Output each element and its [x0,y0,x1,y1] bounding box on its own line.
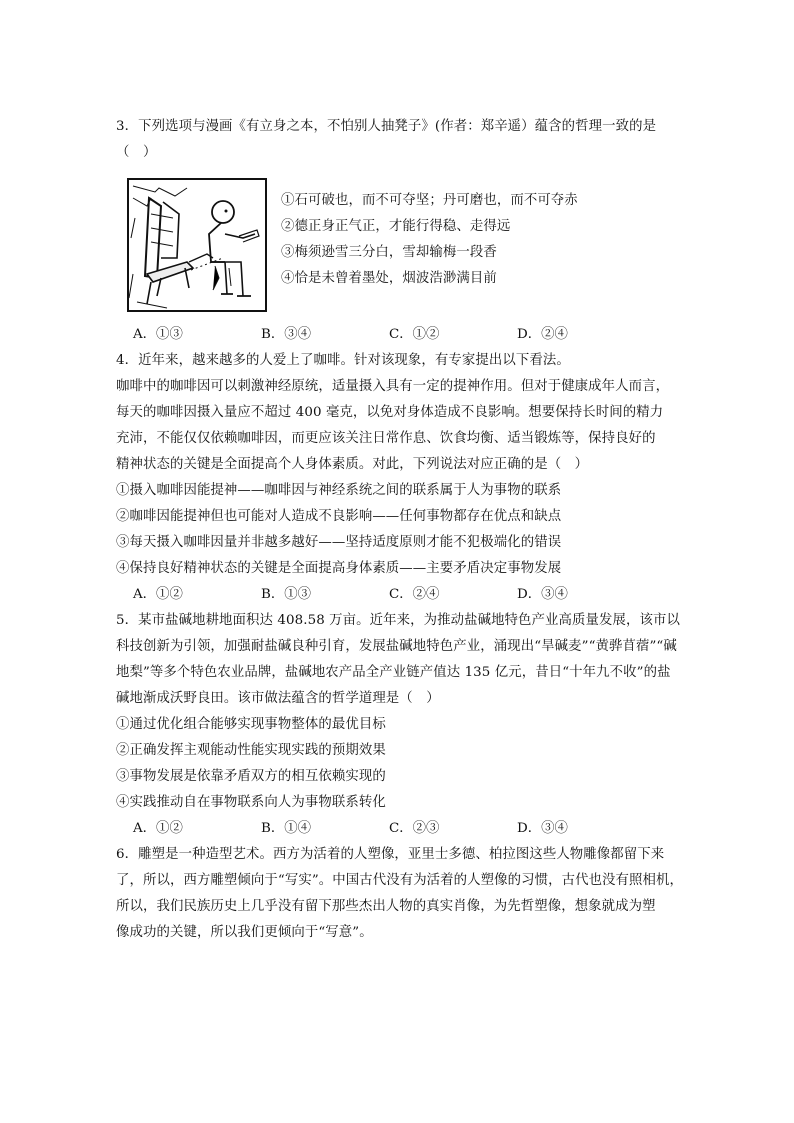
question-4 [116,348,696,608]
q4-stem-line: 精神状态的关键是全面提高个人身体素质。对此，下列说法对应正确的是（ ） [116,457,589,472]
q4-statement: ③每天摄入咖啡因量并非越多越好——坚持适度原则才能不犯极端化的错误 [116,535,562,550]
q5-stem-line: 5．某市盐碱地耕地面积达 408.58 万亩。近年来，为推动盐碱地特色产业高质量发展，该市以 [116,613,680,628]
q6-stem-line: 6．雕塑是一种造型艺术。西方为活着的人塑像，亚里士多德、柏拉图这些人物雕像都留下来 [116,847,665,862]
q3-option-b[interactable]: B．③④ [261,327,312,342]
q4-stem-line: 充沛，不能仅仅依赖咖啡因，而更应该关注日常作息、饮食均衡、适当锻炼等，保持良好的 [116,431,656,446]
q4-option-b[interactable]: B．①③ [261,587,312,602]
q5-option-d[interactable]: D．③④ [517,821,568,836]
q3-option-d[interactable]: D．②④ [517,327,568,342]
q3-statement: ④恰是未曾着墨处，烟波浩渺满目前 [281,271,497,286]
q4-statement: ④保持良好精神状态的关键是全面提高身体素质——主要矛盾决定事物发展 [116,561,562,576]
q5-stem-line: 科技创新为引领，加强耐盐碱良种引育，发展盐碱地特色产业，涌现出“旱碱麦”“黄骅苜蓿”“碱 [116,639,677,654]
q5-option-a[interactable]: A．①② [133,821,183,836]
q4-options [116,582,696,608]
question-6 [116,842,696,946]
q6-stem-line: 了，所以，西方雕塑倾向于“写实”。中国古代没有为活着的人塑像的习惯，古代也没有照相机， [116,873,684,888]
q4-option-d[interactable]: D．③④ [517,587,568,602]
q3-statement: ①石可破也，而不可夺坚；丹可磨也，而不可夺赤 [281,193,578,208]
q5-option-c[interactable]: C．②③ [389,821,440,836]
q6-stem-line: 像成功的关键，所以我们更倾向于“写意”。 [116,925,373,940]
q4-stem-line: 4．近年来，越来越多的人爱上了咖啡。针对该现象，有专家提出以下看法。 [116,353,570,368]
question-5 [116,608,696,842]
cartoon-image [127,178,267,314]
q4-option-c[interactable]: C．②④ [389,587,440,602]
q5-option-b[interactable]: B．①④ [261,821,312,836]
q4-option-a[interactable]: A．①② [133,587,183,602]
q3-statement: ③梅须逊雪三分白，雪却输梅一段香 [281,245,497,260]
q4-statement: ①摄入咖啡因能提神——咖啡因与神经系统之间的联系属于人为事物的联系 [116,483,562,498]
q3-stem-line-2: （ ） [116,145,157,160]
q5-statement: ③事物发展是依靠矛盾双方的相互依赖实现的 [116,769,386,784]
q3-statement: ②德正身正气正，才能行得稳、走得远 [281,219,511,234]
exam-page [116,114,696,946]
q3-options [116,322,696,348]
q4-stem-line: 咖啡中的咖啡因可以刺激神经原统，适量摄入具有一定的提神作用。但对于健康成年人而言， [116,379,670,394]
q4-stem-line: 每天的咖啡因摄入量应不超过 400 毫克，以免对身体造成不良影响。想要保持长时间的精力 [116,405,664,420]
q5-statement: ①通过优化组合能够实现事物整体的最优目标 [116,717,386,732]
q4-statement: ②咖啡因能提神但也可能对人造成不良影响——任何事物都存在优点和缺点 [116,509,562,524]
q6-stem-line: 所以，我们民族历史上几乎没有留下那些杰出人物的真实肖像，为先哲塑像，想象就成为塑 [116,899,656,914]
q5-statement: ②正确发挥主观能动性能实现实践的预期效果 [116,743,386,758]
q5-statement: ④实践推动自在事物联系向人为事物联系转化 [116,795,386,810]
q3-option-c[interactable]: C．①② [389,327,440,342]
q5-stem-line: 碱地渐成沃野良田。该市做法蕴含的哲学道理是（ ） [116,691,440,706]
q5-stem-line: 地梨”等多个特色农业品牌，盐碱地农产品全产业链产值达 135 亿元，昔日“十年九不收”的盐 [116,665,671,680]
q3-stem-line-1: 3．下列选项与漫画《有立身之本，不怕别人抽凳子》(作者：郑辛遥）蕴含的哲理一致的是 [116,119,657,134]
q5-options [116,816,696,842]
q3-option-a[interactable]: A．①③ [133,327,183,342]
question-3 [116,114,696,348]
